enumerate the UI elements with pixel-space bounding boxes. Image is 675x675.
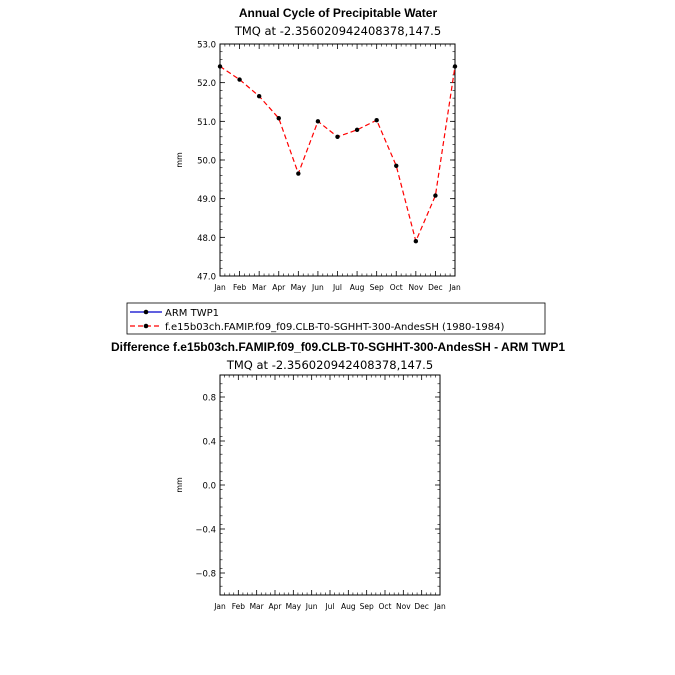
annual-data-point xyxy=(433,193,437,197)
annual-y-tick-label: 47.0 xyxy=(197,272,216,283)
annual-data-point xyxy=(316,119,320,123)
annual-data-point xyxy=(355,128,359,132)
annual-x-tick-label: Nov xyxy=(408,283,424,292)
annual-data-point xyxy=(218,64,222,68)
difference-chart-subtitle: TMQ at -2.356020942408378,147.5 xyxy=(226,358,434,372)
annual-y-tick-label: 51.0 xyxy=(197,117,216,128)
legend-marker-model xyxy=(144,324,149,329)
annual-data-point xyxy=(374,118,378,122)
annual-series-line-1 xyxy=(220,66,455,241)
annual-data-point xyxy=(414,239,418,243)
annual-x-tick-label: Mar xyxy=(252,283,267,292)
annual-x-tick-label: Apr xyxy=(272,283,286,292)
annual-data-point xyxy=(453,64,457,68)
annual-data-point xyxy=(257,94,261,98)
annual-plot-frame xyxy=(220,44,455,276)
difference-x-tick-label: Dec xyxy=(414,602,429,611)
chart-title: Annual Cycle of Precipitable Water xyxy=(238,6,438,20)
difference-y-tick-label: 0.4 xyxy=(202,437,216,448)
difference-x-tick-label: Jan xyxy=(434,602,446,611)
annual-x-tick-label: Jul xyxy=(332,283,343,292)
annual-x-tick-label: Jun xyxy=(312,283,324,292)
difference-x-tick-label: Feb xyxy=(231,602,245,611)
annual-y-tick-label: 49.0 xyxy=(197,195,216,206)
annual-data-point xyxy=(296,171,300,175)
difference-chart-title: Difference f.e15b03ch.FAMIP.f09_f09.CLB-T0-SGHHT-300-AndesSH - ARM TWP1 xyxy=(110,340,566,354)
difference-y-tick-label: 0.8 xyxy=(202,393,216,404)
difference-x-tick-label: Oct xyxy=(378,602,392,611)
annual-data-point xyxy=(335,135,339,139)
difference-x-tick-label: Jul xyxy=(325,602,335,611)
legend-label-arm: ARM TWP1 xyxy=(165,308,219,319)
annual-y-tick-label: 50.0 xyxy=(197,156,216,167)
legend-marker-arm xyxy=(144,310,149,315)
annual-data-point xyxy=(394,164,398,168)
annual-y-tick-label: 53.0 xyxy=(197,40,216,51)
difference-y-axis-label: mm xyxy=(175,477,184,493)
legend xyxy=(127,303,545,334)
difference-plot-frame xyxy=(220,375,440,595)
difference-plot xyxy=(175,375,446,611)
annual-x-tick-label: Jan xyxy=(214,283,226,292)
annual-x-tick-label: Aug xyxy=(349,283,365,292)
difference-y-tick-label: −0.8 xyxy=(195,569,216,580)
annual-x-tick-label: Sep xyxy=(369,283,384,292)
difference-x-tick-label: Aug xyxy=(341,602,356,611)
annual-cycle-plot xyxy=(175,41,461,293)
difference-x-tick-label: Nov xyxy=(396,602,411,611)
legend-label-model: f.e15b03ch.FAMIP.f09_f09.CLB-T0-SGHHT-300-AndesSH (1980-1984) xyxy=(165,322,505,333)
annual-x-tick-label: Oct xyxy=(389,283,403,292)
annual-y-tick-label: 52.0 xyxy=(197,79,216,90)
difference-y-tick-label: 0.0 xyxy=(202,481,216,492)
annual-y-axis-label: mm xyxy=(175,152,184,168)
difference-x-tick-label: Jun xyxy=(305,602,318,611)
annual-x-tick-label: Dec xyxy=(428,283,443,292)
difference-x-tick-label: May xyxy=(285,602,302,611)
annual-data-point xyxy=(237,77,241,81)
annual-x-tick-label: May xyxy=(290,283,307,292)
annual-x-tick-label: Feb xyxy=(232,283,247,292)
difference-y-tick-label: −0.4 xyxy=(195,525,216,536)
annual-y-tick-label: 48.0 xyxy=(197,233,216,244)
difference-x-tick-label: Jan xyxy=(214,602,226,611)
annual-x-tick-label: Jan xyxy=(449,283,461,292)
chart-subtitle: TMQ at -2.356020942408378,147.5 xyxy=(234,24,442,38)
difference-x-tick-label: Apr xyxy=(268,602,282,611)
difference-x-tick-label: Mar xyxy=(249,602,264,611)
difference-x-tick-label: Sep xyxy=(359,602,374,611)
annual-data-point xyxy=(277,116,281,120)
